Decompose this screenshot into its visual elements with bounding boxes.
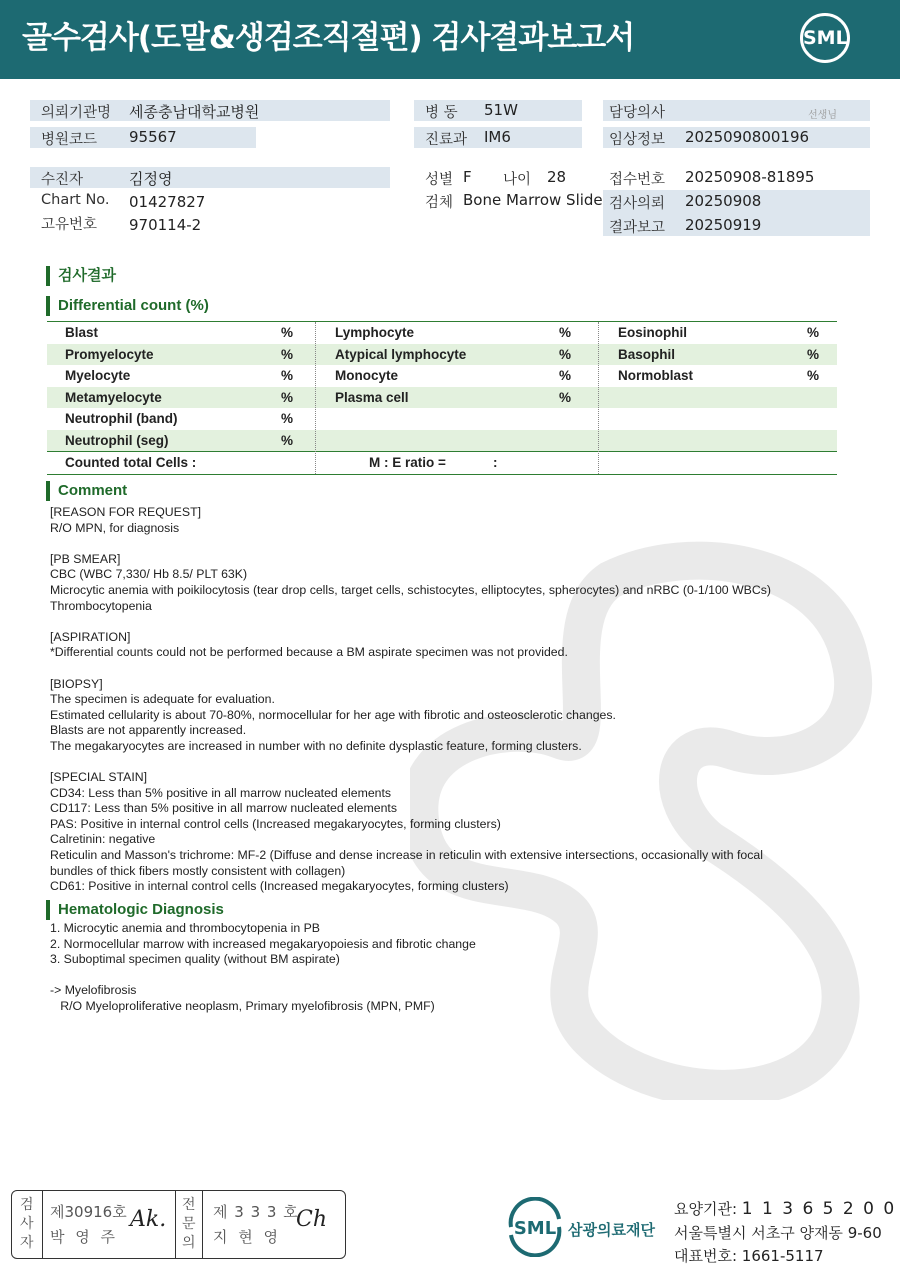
cell-label: Normoblast [618, 368, 694, 383]
table-row [47, 344, 837, 366]
request-label: 검사의뢰 [609, 196, 666, 212]
uid-label: 고유번호 [41, 217, 98, 233]
result-section-title: 검사결과 [46, 266, 116, 286]
code-value: 1 1 3 6 5 2 0 0 [741, 1199, 897, 1219]
ward-value: 51W [484, 101, 518, 119]
specialist-name: 지 현 영 [213, 1228, 282, 1246]
chart-value: 01427827 [129, 193, 206, 211]
examiner-label-char: 검 [20, 1197, 34, 1213]
comment-line: The megakaryocytes are increased in number with no definite dysplastic feature, forming clusters. [50, 738, 582, 753]
sex-value: F [463, 168, 472, 186]
cell-label: Myelocyte [65, 368, 131, 383]
dept-label: 진료과 [425, 132, 468, 148]
differential-section-title: Differential count (%) [46, 296, 209, 316]
comment-line: R/O MPN, for diagnosis [50, 520, 180, 535]
cell-label: Metamyelocyte [65, 389, 162, 405]
code-label: 요양기관: [674, 1200, 738, 1218]
specialist-label-char: 의 [182, 1235, 196, 1251]
cell-label: Neutrophil (seg) [65, 432, 169, 448]
comment-line: bundles of thick fibers mostly consistent with collagen) [50, 863, 346, 878]
cell-unit: % [807, 346, 820, 362]
cell-unit: % [559, 368, 572, 383]
dept-value: IM6 [484, 128, 511, 146]
cell-unit: % [281, 432, 294, 448]
specialist-label-char: 전 [182, 1197, 196, 1213]
phone-value: 1661-5117 [741, 1247, 824, 1265]
comment-line [50, 755, 771, 771]
sml-logo-text: SML [513, 1218, 557, 1239]
specimen-label: 검체 [425, 195, 454, 211]
examiner-name: 박 영 주 [50, 1228, 119, 1246]
patient-label: 수진자 [41, 172, 84, 188]
diagnosis-line [50, 968, 476, 984]
report-label: 결과보고 [609, 220, 666, 236]
cell-unit: % [281, 411, 294, 426]
age-label: 나이 [503, 172, 532, 188]
comment-line: [REASON FOR REQUEST] [50, 505, 201, 519]
cell-unit: % [807, 368, 820, 383]
table-row [47, 430, 837, 452]
comment-line: CD117: Less than 5% positive in all marrow nucleated elements [50, 801, 397, 816]
receipt-value: 20250908-81895 [685, 168, 815, 186]
comment-line: CD34: Less than 5% positive in all marrow nucleated elements [50, 785, 392, 800]
age-value: 28 [547, 168, 567, 186]
cell-label: Neutrophil (band) [65, 411, 178, 426]
diagnosis-line: 3. Suboptimal specimen quality (without BM aspirate) [50, 952, 340, 967]
org-name: 삼광의료재단 [568, 1221, 655, 1239]
diagnosis-line: 2. Normocellular marrow with increased megakaryopoiesis and fibrotic change [50, 936, 476, 951]
cell-label: Monocyte [335, 368, 399, 383]
report-header [0, 0, 900, 79]
doctor-label: 담당의사 [609, 105, 666, 121]
clinical-label: 임상정보 [609, 132, 666, 148]
cell-label: Blast [65, 325, 99, 340]
comment-line [50, 536, 771, 552]
diagnosis-line: R/O Myeloproliferative neoplasm, Primary myelofibrosis (MPN, PMF) [50, 998, 435, 1013]
hospcode-value: 95567 [129, 128, 177, 146]
report-value: 20250919 [685, 216, 762, 234]
me-ratio-label: M : E ratio = [369, 455, 446, 470]
signature-box [11, 1190, 346, 1259]
comment-line: The specimen is adequate for evaluation. [50, 692, 275, 707]
table-row [47, 322, 837, 344]
report-title: 골수검사(도말&생검조직절편) 검사결과보고서 [22, 20, 635, 56]
ward-label: 병 동 [425, 105, 458, 121]
cell-unit: % [559, 325, 572, 340]
cell-unit: % [559, 389, 572, 405]
cell-unit: % [281, 389, 294, 405]
table-row [47, 408, 837, 430]
doctor-suffix: 선생님 [808, 110, 837, 121]
cell-unit: % [281, 368, 294, 383]
address: 서울특별시 서초구 양재동 9-60 [674, 1224, 882, 1242]
diagnosis-line: -> Myelofibrosis [50, 983, 137, 998]
cell-label: Lymphocyte [335, 325, 415, 340]
comment-line: [PB SMEAR] [50, 551, 121, 566]
table-row [47, 387, 837, 409]
specialist-label-char: 문 [182, 1216, 196, 1232]
cell-label: Promyelocyte [65, 346, 154, 362]
examiner-label-char: 자 [20, 1235, 34, 1251]
diagnosis-section-title: Hematologic Diagnosis [46, 900, 224, 920]
comment-line [50, 661, 771, 677]
sml-logo-icon [505, 1197, 565, 1257]
comment-line: PAS: Positive in internal control cells (Increased megakaryocytes, forming clusters) [50, 816, 501, 831]
comment-line [50, 614, 771, 630]
me-ratio-colon: : [493, 455, 498, 470]
institution-value: 세종충남대학교병원 [129, 103, 260, 121]
phone-row [674, 1245, 824, 1266]
comment-line: [SPECIAL STAIN] [50, 770, 148, 785]
sml-logo-badge: SML [800, 13, 850, 63]
cell-label: Plasma cell [335, 389, 409, 405]
clinical-value: 2025090800196 [685, 128, 810, 146]
request-value: 20250908 [685, 192, 762, 210]
comment-line: [BIOPSY] [50, 676, 103, 691]
patient-value: 김정영 [129, 170, 173, 188]
column-divider [598, 322, 599, 474]
institution-label: 의뢰기관명 [41, 105, 112, 121]
cell-label: Eosinophil [618, 325, 687, 340]
specialist-number: 제 3 3 3 호 [213, 1203, 299, 1221]
cell-unit: % [281, 346, 294, 362]
chart-label: Chart No. [41, 192, 110, 208]
examiner-signature: Ak. [130, 1207, 167, 1232]
specimen-value: Bone Marrow Slide [463, 191, 603, 209]
examiner-label-char: 사 [20, 1216, 34, 1232]
box-divider [202, 1191, 203, 1258]
comment-section-title: Comment [46, 481, 127, 501]
column-divider [315, 322, 316, 474]
comment-line: Thrombocytopenia [50, 598, 152, 613]
uid-value: 970114-2 [129, 216, 202, 234]
patient-bar [30, 167, 390, 188]
hospcode-label: 병원코드 [41, 132, 98, 148]
comment-line: [ASPIRATION] [50, 629, 131, 644]
box-divider [42, 1191, 43, 1258]
receipt-label: 접수번호 [609, 172, 666, 188]
box-divider [175, 1191, 176, 1258]
phone-label: 대표번호: [674, 1247, 738, 1265]
comment-line: Calretinin: negative [50, 832, 156, 847]
comment-line: *Differential counts could not be performed because a BM aspirate specimen was not provided. [50, 645, 568, 660]
comment-line: Blasts are not apparently increased. [50, 723, 247, 738]
cell-label: Basophil [618, 346, 676, 362]
differential-table [47, 321, 837, 475]
comment-body [50, 505, 771, 895]
examiner-number: 제30916호 [50, 1203, 127, 1221]
comment-line: Microcytic anemia with poikilocytosis (tear drop cells, target cells, schistocytes, elliptocytes, spherocytes) and nRBC (0-1/100 WBCs) [50, 582, 771, 597]
table-row [47, 365, 837, 387]
cell-label: Atypical lymphocyte [335, 346, 467, 362]
cell-unit: % [281, 325, 294, 340]
comment-line: Reticulin and Masson's trichrome: MF-2 (Diffuse and dense increase in reticulin with extensive intersections, occasionally with focal [50, 848, 763, 863]
cell-unit: % [559, 346, 572, 362]
institution-code-row [674, 1198, 896, 1219]
sex-label: 성별 [425, 172, 454, 188]
comment-line: Estimated cellularity is about 70-80%, normocellular for her age with fibrotic and osteosclerotic changes. [50, 707, 616, 722]
table-row [47, 451, 837, 474]
cell-unit: % [807, 325, 820, 340]
comment-line: CBC (WBC 7,330/ Hb 8.5/ PLT 63K) [50, 567, 248, 582]
comment-line: CD61: Positive in internal control cells (Increased megakaryocytes, forming clusters) [50, 879, 509, 894]
diagnosis-body [50, 921, 476, 1015]
diagnosis-line: 1. Microcytic anemia and thrombocytopenia in PB [50, 921, 320, 935]
specialist-signature: Ch [296, 1207, 328, 1232]
total-cells-label: Counted total Cells : [65, 455, 197, 470]
